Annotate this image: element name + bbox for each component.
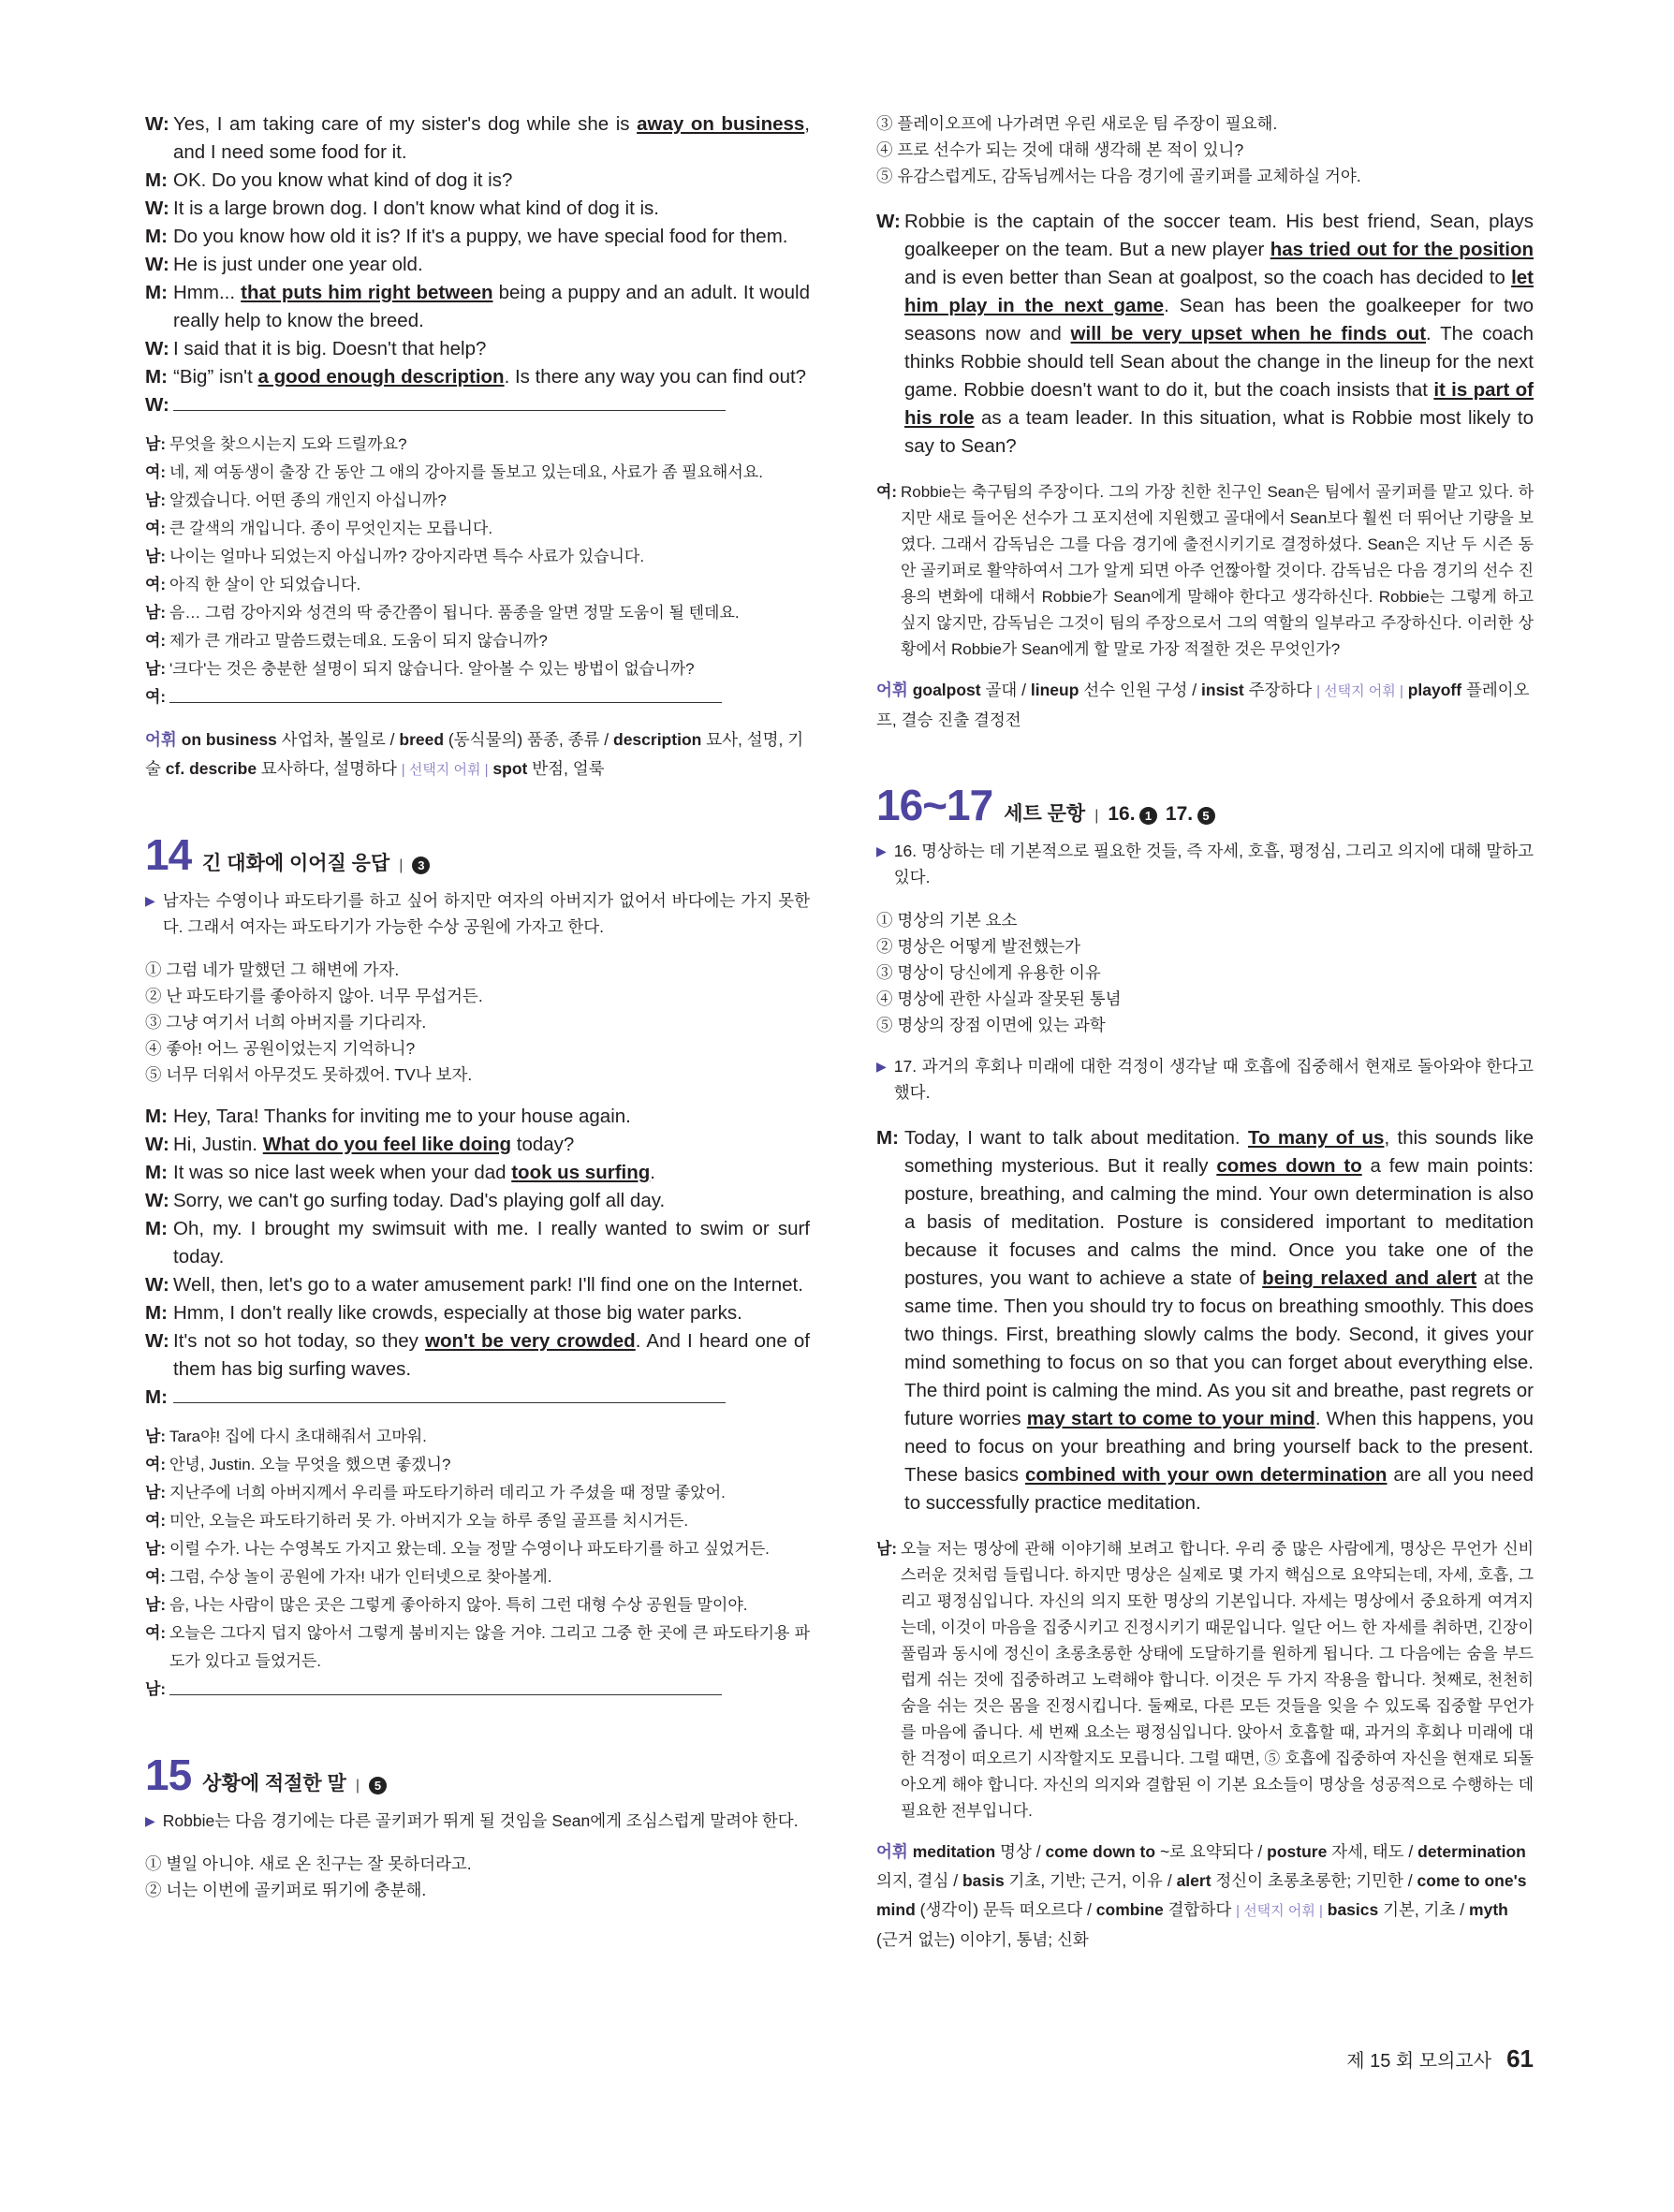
dialog-line xyxy=(145,1327,810,1384)
speaker-label: 여: xyxy=(145,1624,167,1642)
question-14-header: 14 긴 대화에 이어질 응답 | 3 xyxy=(145,829,810,880)
dialog-line xyxy=(145,391,810,419)
dialog-line xyxy=(145,599,810,627)
line-text: 이럴 수가. 나는 수영복도 가지고 왔는데. 오늘 정말 수영이나 파도타기를 하고 싶었거든. xyxy=(169,1540,770,1558)
dialog-line xyxy=(145,1271,810,1299)
dialog-line xyxy=(145,223,810,251)
answer-choice: ③ 플레이오프에 나가려면 우린 새로운 팀 주장이 필요해. xyxy=(876,114,1278,133)
speaker-label: 남: xyxy=(145,1484,167,1502)
dialog-line xyxy=(145,1187,810,1215)
speaker-label: W: xyxy=(145,198,169,219)
speaker-label: 남: xyxy=(145,435,167,453)
line-text: It was so nice last week when your dad took us surfing. xyxy=(173,1162,655,1183)
dialog-line xyxy=(145,1535,810,1563)
question-number: 15 xyxy=(145,1751,192,1799)
dialog-line xyxy=(145,195,810,223)
speaker-label: 여: xyxy=(145,463,167,481)
line-text: 음, 나는 사람이 많은 곳은 그렇게 좋아하지 않아. 특히 그런 대형 수상 공원들 말이야. xyxy=(169,1596,748,1614)
dialog-line xyxy=(145,1451,810,1479)
question-14-choices xyxy=(145,957,810,1088)
line-text: Yes, I am taking care of my sister's dog while she is away on business, and I need some food for it. xyxy=(173,113,810,163)
dialog-line xyxy=(145,1384,810,1412)
dialog-line xyxy=(145,1507,810,1535)
line-text: “Big” isn't a good enough description. Is there any way you can find out? xyxy=(173,366,807,388)
speaker-label: 남: xyxy=(145,604,167,622)
speaker-label: 여: xyxy=(145,1568,167,1586)
line-text: Well, then, let's go to a water amusement park! I'll find one on the Internet. xyxy=(173,1274,803,1296)
question-number: 14 xyxy=(145,830,192,879)
answer-choice: ④ 명상에 관한 사실과 잘못된 통념 xyxy=(876,989,1122,1008)
question-type: 상황에 적절한 말 xyxy=(202,1773,346,1795)
line-text xyxy=(169,1676,810,1705)
speaker-label: M: xyxy=(145,169,168,191)
dialog-line xyxy=(145,110,810,167)
speaker-label: M: xyxy=(145,1106,168,1127)
line-text: OK. Do you know what kind of dog it is? xyxy=(173,169,513,191)
dialog-13-korean xyxy=(145,431,810,712)
speaker-label: 여: xyxy=(145,632,167,650)
question-16-intro: ▶ 16. 명상하는 데 기본적으로 필요한 것들, 즉 자세, 호흡, 평정심, 그리고 의지에 대해 말하고 있다. xyxy=(876,838,1534,890)
line-text: 무엇을 찾으시는지 도와 드릴까요? xyxy=(169,435,407,453)
speaker-label: 남: xyxy=(145,660,167,678)
line-text: 알겠습니다. 어떤 종의 개인지 아십니까? xyxy=(169,491,447,509)
line-text: He is just under one year old. xyxy=(173,254,423,275)
dialog-line xyxy=(145,363,810,391)
triangle-icon: ▶ xyxy=(145,1813,155,1828)
line-text: Hi, Justin. What do you feel like doing today? xyxy=(173,1134,575,1155)
triangle-icon: ▶ xyxy=(876,1059,887,1074)
answer-choice: ② 너는 이번에 골키퍼로 뛰기에 충분해. xyxy=(145,1881,427,1899)
question-16-choices xyxy=(876,907,1534,1038)
speaker-label: 남: xyxy=(145,1596,167,1614)
vocab-13: 어휘 on business 사업차, 볼일로 / breed (동식물의) 품종, 종류 / description 묘사, 설명, 기술 cf. describe 묘사하다, 설명하다 | 선택지 어휘 | spot 반점, 얼룩 xyxy=(145,730,804,778)
dialog-line xyxy=(145,335,810,363)
dialog-line xyxy=(145,1103,810,1131)
answer-choice: ① 명상의 기본 요소 xyxy=(876,911,1018,930)
speaker-label: W: xyxy=(145,1190,169,1211)
page-footer xyxy=(1346,2044,1534,2073)
speaker-label: 남: xyxy=(145,1540,167,1558)
question-17-intro: ▶ 17. 과거의 후회나 미래에 대한 걱정이 생각날 때 호흡에 집중해서 현재로 돌아와야 한다고 했다. xyxy=(876,1053,1534,1106)
answer-choice: ① 별일 아니야. 새로 온 친구는 잘 못하더라고. xyxy=(145,1854,472,1873)
line-text: 제가 큰 개라고 말씀드렸는데요. 도움이 되지 않습니까? xyxy=(169,632,548,650)
speaker-label: 여: xyxy=(145,1512,167,1530)
line-text: Hey, Tara! Thanks for inviting me to your house again. xyxy=(173,1106,631,1127)
line-text: 아직 한 살이 안 되었습니다. xyxy=(169,576,361,593)
line-text: Do you know how old it is? If it's a puppy, we have special food for them. xyxy=(173,226,788,247)
answer-choice: ④ 좋아! 어느 공원이었는지 기억하니? xyxy=(145,1039,416,1058)
dialog-line xyxy=(145,1423,810,1451)
dialog-line xyxy=(145,459,810,487)
vocab-16-17: 어휘 meditation 명상 / come down to ~로 요약되다 / posture 자세, 태도 / determination 의지, 결심 / basis 기초, 기반; 근거, 이유 / alert 정신이 초롱초롱한; 기민한 / come to one's mind (생각이) 문득 떠오르다 / combine 결합하다 | 선택지 어휘 | basics 기본, 기초 / myth (근거 없는) 이야기, 통념; 신화 xyxy=(876,1842,1527,1949)
answer-choice: ④ 프로 선수가 되는 것에 대해 생각해 본 적이 있니? xyxy=(876,140,1244,159)
line-text: It's not so hot today, so they won't be very crowded. And I heard one of them has big surfing waves. xyxy=(173,1330,810,1380)
dialog-line xyxy=(145,1131,810,1159)
speaker-label: 여: xyxy=(145,520,167,537)
dialog-line xyxy=(145,683,810,712)
triangle-icon: ▶ xyxy=(145,893,155,908)
answer-badge-16: 1 xyxy=(1139,807,1157,825)
question-14-intro: ▶ 남자는 수영이나 파도타기를 하고 싶어 하지만 여자의 아버지가 없어서 바다에는 가지 못한다. 그래서 여자는 파도타기가 가능한 수상 공원에 가자고 한다. xyxy=(145,887,810,940)
line-text xyxy=(173,1384,810,1412)
speaker-label: 남: xyxy=(145,548,167,565)
dialog-line xyxy=(145,251,810,279)
question-16-17-translation: 남: 오늘 저는 명상에 관해 이야기해 보려고 합니다. 우리 중 많은 사람에게, 명상은 무언가 신비스러운 것처럼 들립니다. 하지만 명상은 실제로 몇 가지 핵심으로 요약되는데, 자세, 호흡, 그리고 평정심입니다. 자신의 의지 또한 명상의 기본입니다. 자세는 명상에서 중요하게 여겨지는데, 이것이 마음을 집중시키고 진정시키기 때문입니다. 일단 어느 한 자세를 취하면, 긴장이 풀림과 동시에 정신이 초롱초롱한 상태에 도달하기를 원하게 됩니다. 그 다음에는 숨을 부드럽게 쉬는 것에 집중하려고 노력해야 합니다. 이것은 두 가지 작용을 합니다. 첫째로, 천천히 숨을 쉬는 것은 몸을 진정시킵니다. 둘째로, 다른 모든 것들을 잊을 수 있도록 집중할 무언가를 마음에 줍니다. 세 번째 요소는 평정심입니다. 앉아서 호흡할 때, 과거의 후회나 미래에 대한 걱정이 떠오르기 시작할지도 모릅니다. 그럴 때면, ⑤ 호흡에 집중하여 자신을 현재로 되돌아오게 해야 합니다. 자신의 의지와 결합된 이 기본 요소들이 명상을 성공적으로 수행하는 데 필요한 전부입니다. xyxy=(876,1540,1534,1820)
dialog-line xyxy=(145,571,810,599)
line-text: Oh, my. I brought my swimsuit with me. I really wanted to swim or surf today. xyxy=(173,1218,810,1267)
line-text: 미안, 오늘은 파도타기하러 못 가. 아버지가 오늘 하루 종일 골프를 치시거든. xyxy=(169,1512,689,1530)
speaker-label: W: xyxy=(145,1330,169,1352)
dialog-line xyxy=(145,1215,810,1271)
dialog-line xyxy=(145,1299,810,1327)
right-column xyxy=(876,110,1534,1955)
answer-choice: ② 명상은 어떻게 발전했는가 xyxy=(876,937,1081,956)
dialog-line xyxy=(145,279,810,335)
question-16-17-header: 16~17 세트 문항 | 16. 1 17. 5 xyxy=(876,780,1534,830)
speaker-label: M: xyxy=(145,226,168,247)
dialog-line xyxy=(145,487,810,515)
speaker-label: W: xyxy=(145,254,169,275)
left-column xyxy=(145,110,810,1903)
answer-badge-17: 5 xyxy=(1197,807,1215,825)
answer-choice: ③ 명상이 당신에게 유용한 이유 xyxy=(876,963,1101,982)
speaker-label: M: xyxy=(145,1162,168,1183)
line-text: '크다'는 것은 충분한 설명이 되지 않습니다. 알아볼 수 있는 방법이 없습니까? xyxy=(169,660,695,678)
dialog-line xyxy=(145,1676,810,1705)
dialog-line xyxy=(145,655,810,683)
line-text xyxy=(173,391,810,419)
question-15-choices-cont xyxy=(876,110,1534,189)
question-type: 세트 문항 xyxy=(1004,803,1086,825)
line-text: 안녕, Justin. 오늘 무엇을 했으면 좋겠니? xyxy=(169,1456,451,1473)
speaker-label: W: xyxy=(145,113,169,135)
vocab-15: 어휘 goalpost 골대 / lineup 선수 인원 구성 / insist 주장하다 | 선택지 어휘 | playoff 플레이오프, 결승 진출 결정전 xyxy=(876,681,1530,729)
speaker-label: 여: xyxy=(145,576,167,593)
answer-choice: ① 그럼 네가 말했던 그 해변에 가자. xyxy=(145,960,400,979)
dialog-line xyxy=(145,1563,810,1591)
answer-badge: 3 xyxy=(412,857,430,874)
page-number: 61 xyxy=(1506,2044,1534,2073)
question-15-translation: 여: Robbie는 축구팀의 주장이다. 그의 가장 친한 친구인 Sean은 팀에서 골키퍼를 맡고 있다. 하지만 새로 들어온 선수가 그 포지션에 지원했고 골대에서 Sean보다 훨씬 더 뛰어난 기량을 보였다. 그래서 감독님은 그를 다음 경기에 출전시키기로 결정하셨다. Sean은 지난 두 시즌 동안 골키퍼로 활약하여서 그가 알게 되면 아주 언짢아할 것이다. 감독님은 다음 경기의 선수 진용의 변화에 대해서 Robbie가 Sean에게 말해야 한다고 생각하신다. Robbie는 그렇게 하고 싶지 않지만, 감독님은 그것이 팀의 주장으로서 그의 역할의 일부라고 주장하신다. 이러한 상황에서 Robbie가 Sean에게 할 말로 가장 적절한 것은 무엇인가? xyxy=(876,483,1534,658)
question-15-header: 15 상황에 적절한 말 | 5 xyxy=(145,1750,810,1800)
dialog-line xyxy=(145,167,810,195)
dialog-line xyxy=(145,543,810,571)
line-text: 음… 그럼 강아지와 성견의 딱 중간쯤이 됩니다. 품종을 알면 정말 도움이 될 텐데요. xyxy=(169,604,740,622)
question-type: 긴 대화에 이어질 응답 xyxy=(202,853,390,874)
line-text: It is a large brown dog. I don't know what kind of dog it is. xyxy=(173,198,659,219)
test-label: 제 15 회 모의고사 xyxy=(1346,2051,1492,2072)
speaker-label: M: xyxy=(145,366,168,388)
dialog-line xyxy=(145,1619,810,1676)
dialog-line xyxy=(145,515,810,543)
line-text: 그럼, 수상 놀이 공원에 가자! 내가 인터넷으로 찾아볼게. xyxy=(169,1568,552,1586)
line-text: 나이는 얼마나 되었는지 아십니까? 강아지라면 특수 사료가 있습니다. xyxy=(169,548,645,565)
speaker-label: M: xyxy=(145,1302,168,1324)
speaker-label: W: xyxy=(145,1274,169,1296)
speaker-label: W: xyxy=(145,394,169,416)
dialog-14-english xyxy=(145,1103,810,1412)
line-text: Hmm, I don't really like crowds, especially at those big water parks. xyxy=(173,1302,742,1324)
line-text: 오늘은 그다지 덥지 않아서 그렇게 붐비지는 않을 거야. 그리고 그중 한 곳에 큰 파도타기용 파도가 있다고 들었거든. xyxy=(169,1624,810,1670)
question-15-choices xyxy=(145,1851,810,1903)
dialog-line xyxy=(145,1479,810,1507)
answer-choice: ⑤ 명상의 장점 이면에 있는 과학 xyxy=(876,1016,1106,1034)
dialog-14-korean xyxy=(145,1423,810,1705)
dialog-line xyxy=(145,1159,810,1187)
line-text: 큰 갈색의 개입니다. 종이 무엇인지는 모릅니다. xyxy=(169,520,493,537)
dialog-13-english xyxy=(145,110,810,419)
line-text: Sorry, we can't go surfing today. Dad's playing golf all day. xyxy=(173,1190,666,1211)
answer-choice: ② 난 파도타기를 좋아하지 않아. 너무 무섭거든. xyxy=(145,987,483,1005)
triangle-icon: ▶ xyxy=(876,843,887,858)
speaker-label: M: xyxy=(145,1386,168,1408)
answer-choice: ⑤ 너무 더워서 아무것도 못하겠어. TV나 보자. xyxy=(145,1065,473,1084)
speaker-label: 남: xyxy=(145,491,167,509)
speaker-label: 남: xyxy=(145,1680,167,1698)
dialog-line xyxy=(145,1591,810,1619)
speaker-label: 남: xyxy=(145,1428,167,1445)
question-15-intro: ▶ Robbie는 다음 경기에는 다른 골키퍼가 뛰게 될 것임을 Sean에게 조심스럽게 말려야 한다. xyxy=(145,1808,810,1834)
speaker-label: W: xyxy=(145,338,169,359)
question-number: 16~17 xyxy=(876,781,993,829)
question-15-script: W: Robbie is the captain of the soccer team. His best friend, Sean, plays goalkeeper on the team. But a new player has tried out for the position and is even better than Sean at goalpost, so the coach has decided to let him play in the next game. Sean has been the goalkeeper for two seasons now and will be very upset when he finds out. The coach thinks Robbie should tell Sean about the change in the lineup for the next game. Robbie doesn't want to do it, but the coach insists that it is part of his role as a team leader. In this situation, what is Robbie most likely to say to Sean? xyxy=(876,211,1534,457)
line-text: 지난주에 너희 아버지께서 우리를 파도타기하러 데리고 가 주셨을 때 정말 좋았어. xyxy=(169,1484,726,1502)
speaker-label: M: xyxy=(145,1218,168,1239)
line-text xyxy=(169,683,810,712)
question-16-17-script: M: Today, I want to talk about meditation. To many of us, this sounds like something mysterious. But it really comes down to a few main points: posture, breathing, and calming the mind. Your own determination is also a basis of meditation. Posture is considered important to meditation because it focuses and calms the mind. Once you take one of the postures, you want to achieve a state of being relaxed and alert at the same time. Then you should try to focus on breathing smoothly. This does two things. First, breathing slowly calms the body. Second, it gives your mind something to focus on so that you can forget about everything else. The third point is calming the mind. As you sit and breathe, past regrets or future worries may start to come to your mind. When this happens, you need to focus on your breathing and bring yourself back to the present. These basics combined with your own determination are all you need to successfully practice meditation. xyxy=(876,1127,1534,1514)
dialog-line xyxy=(145,431,810,459)
line-text: Hmm... that puts him right between being a puppy and an adult. It would really help to know the breed. xyxy=(173,282,810,331)
speaker-label: W: xyxy=(145,1134,169,1155)
line-text: I said that it is big. Doesn't that help? xyxy=(173,338,487,359)
answer-choice: ③ 그냥 여기서 너희 아버지를 기다리자. xyxy=(145,1013,427,1032)
dialog-line xyxy=(145,627,810,655)
answer-badge: 5 xyxy=(369,1777,387,1795)
speaker-label: M: xyxy=(145,282,168,303)
line-text: 네, 제 여동생이 출장 간 동안 그 애의 강아지를 돌보고 있는데요, 사료가 좀 필요해서요. xyxy=(169,463,763,481)
line-text: Tara야! 집에 다시 초대해줘서 고마워. xyxy=(169,1428,427,1445)
answer-choice: ⑤ 유감스럽게도, 감독님께서는 다음 경기에 골키퍼를 교체하실 거야. xyxy=(876,167,1361,185)
speaker-label: 여: xyxy=(145,688,167,706)
speaker-label: 여: xyxy=(145,1456,167,1473)
